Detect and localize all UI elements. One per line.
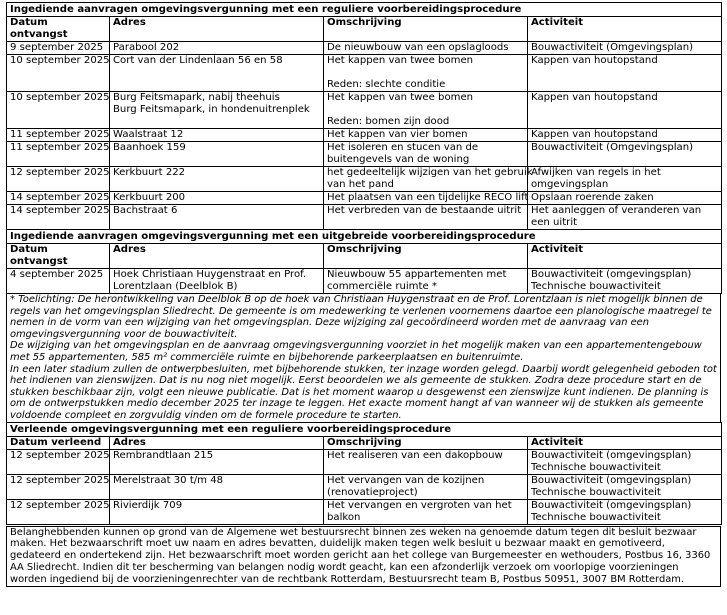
activity-cell xyxy=(528,42,722,55)
activity-cell xyxy=(528,167,722,192)
column-header-activity: Activiteit xyxy=(528,244,722,269)
table-granted-permits xyxy=(6,422,722,525)
date-cell-text: 14 september 2025 xyxy=(10,205,110,216)
section-title: Ingediende aanvragen omgevingsvergunning met een uitgebreide voorbereidingsprocedure xyxy=(7,230,722,244)
address-cell xyxy=(110,269,324,294)
date-cell xyxy=(7,192,110,205)
date-cell xyxy=(7,142,110,167)
address-cell xyxy=(110,129,324,142)
date-cell xyxy=(7,92,110,129)
address-cell xyxy=(110,55,324,92)
activity-cell-line: Technische bouwactiviteit xyxy=(531,461,661,473)
description-cell-line: Het realiseren van een dakopbouw xyxy=(327,449,503,461)
address-cell-line: Kerkbuurt 200 xyxy=(113,192,186,203)
description-cell xyxy=(324,499,528,524)
activity-cell-line: Kappen van houtopstand xyxy=(531,92,658,103)
note-paragraph: De wijziging van het omgevingsplan en de aanvraag omgevingsvergunning voorziet in het mogelijk maken van een appartementengebouw met 55 appartementen, 585 m² commerciële ruimte en bijbehorende parkeerplaatsen en buitenruimte. xyxy=(10,340,702,363)
description-cell xyxy=(324,205,528,230)
table-row xyxy=(7,142,722,167)
address-cell-line: Rivierdijk 709 xyxy=(113,499,183,511)
date-cell xyxy=(7,167,110,192)
table-row xyxy=(7,129,722,142)
date-cell xyxy=(7,269,110,294)
description-cell-line: Het isoleren en stucen van de xyxy=(327,142,479,153)
column-header-activity: Activiteit xyxy=(528,17,722,42)
date-cell xyxy=(7,449,110,474)
activity-cell-line: omgevingsplan xyxy=(531,179,609,190)
activity-cell xyxy=(528,499,722,524)
column-header-address: Adres xyxy=(110,17,324,42)
date-cell-text: 12 september 2025 xyxy=(10,474,110,486)
date-cell-text: 10 september 2025 xyxy=(10,55,110,66)
date-cell xyxy=(7,205,110,230)
date-cell xyxy=(7,499,110,524)
activity-cell-line: Bouwactiviteit (omgevingsplan) xyxy=(531,499,692,511)
activity-cell-line: Bouwactiviteit (omgevingsplan) xyxy=(531,449,692,461)
table-row xyxy=(7,92,722,129)
activity-cell xyxy=(528,129,722,142)
address-cell xyxy=(110,142,324,167)
description-cell-line: Het kappen van twee bomen xyxy=(327,55,474,66)
address-cell-line: Burg Feitsmapark, in hondenuitrenplek xyxy=(113,104,310,115)
activity-cell-line: Het aanleggen of veranderen van xyxy=(531,205,702,216)
description-cell-line xyxy=(327,67,524,79)
date-cell-text: 9 september 2025 xyxy=(10,42,104,53)
address-cell-line: Burg Feitsmapark, nabij theehuis xyxy=(113,92,280,103)
address-cell-line: Hoek Christiaan Huygenstraat en Prof. xyxy=(113,269,307,280)
description-cell-line: het gedeeltelijk wijzigen van het gebruik xyxy=(327,167,533,178)
description-cell-line: Het vervangen van de kozijnen xyxy=(327,474,485,486)
activity-cell-line: Technische bouwactiviteit xyxy=(531,281,661,292)
date-cell-text: 12 september 2025 xyxy=(10,449,110,461)
address-cell xyxy=(110,449,324,474)
date-cell-text: 14 september 2025 xyxy=(10,192,110,203)
description-cell xyxy=(324,449,528,474)
date-cell-text: 12 september 2025 xyxy=(10,499,110,511)
description-cell xyxy=(324,192,528,205)
table-extended-applications xyxy=(6,230,722,294)
description-cell xyxy=(324,167,533,192)
description-cell-line: van het pand xyxy=(327,179,394,190)
address-cell-line: Cort van der Lindenlaan 56 en 58 xyxy=(113,55,283,66)
description-cell-line: Reden: bomen zijn dood xyxy=(327,116,450,127)
table-row xyxy=(7,499,722,524)
description-cell xyxy=(324,142,528,167)
address-cell xyxy=(110,192,324,205)
description-cell-line: De nieuwbouw van een opslagloods xyxy=(327,42,509,53)
activity-cell xyxy=(528,92,722,129)
activity-cell xyxy=(528,142,722,167)
publication-page xyxy=(6,2,721,587)
address-cell xyxy=(110,474,324,499)
column-header-date: Datum verleend xyxy=(7,436,110,449)
address-cell-line: Kerkbuurt 222 xyxy=(113,167,186,178)
address-cell xyxy=(110,42,324,55)
objection-notice xyxy=(6,526,721,587)
activity-cell xyxy=(528,192,722,205)
address-cell-line: Rembrandtlaan 215 xyxy=(113,449,214,461)
activity-cell-line: Bouwactiviteit (Omgevingsplan) xyxy=(531,142,694,153)
description-cell xyxy=(324,269,528,294)
description-cell-line: Het plaatsen van een tijdelijke RECO lift xyxy=(327,192,529,203)
date-cell-text: 11 september 2025 xyxy=(10,129,110,140)
activity-cell-line: een uitrit xyxy=(531,217,578,228)
date-cell xyxy=(7,42,110,55)
activity-cell xyxy=(528,55,722,92)
column-header-description: Omschrijving xyxy=(324,17,528,42)
address-cell-line: Waalstraat 12 xyxy=(113,129,184,140)
description-cell-line xyxy=(327,104,524,116)
activity-cell-line: Kappen van houtopstand xyxy=(531,55,658,66)
note-paragraph: * Toelichting: De herontwikkeling van Deelblok B op de hoek van Christiaan Huygenstraat en de Prof. Lorentzlaan is niet mogelijk binnen de regels van het omgevingsplan Sliedrecht. De gemeente is om medewerking te verlenen voornemens daartoe een planologische maatregel te nemen in de vorm van een wijziging van het omgevingsplan. Deze wijziging zal gecoördineerd worden met de aanvraag van een omgevingsvergunning voor de bouwactiviteit. xyxy=(10,294,712,340)
description-cell xyxy=(324,129,528,142)
description-cell-line: Het kappen van vier bomen xyxy=(327,129,468,140)
description-cell-line: commerciële ruimte * xyxy=(327,281,437,292)
table-row xyxy=(7,192,722,205)
section-title: Ingediende aanvragen omgevingsvergunning met een reguliere voorbereidingsprocedure xyxy=(7,3,722,17)
table-row xyxy=(7,167,722,192)
activity-cell-line: Kappen van houtopstand xyxy=(531,129,658,140)
column-header-description: Omschrijving xyxy=(324,244,528,269)
column-header-description: Omschrijving xyxy=(324,436,528,449)
activity-cell xyxy=(528,205,722,230)
description-cell-line: buitengevels van de woning xyxy=(327,154,470,165)
activity-cell-line: Technische bouwactiviteit xyxy=(531,486,661,498)
table-row xyxy=(7,269,722,294)
address-cell xyxy=(110,92,324,129)
description-cell-line: Nieuwbouw 55 appartementen met xyxy=(327,269,507,280)
activity-cell-line: Bouwactiviteit (Omgevingsplan) xyxy=(531,42,694,53)
table-row xyxy=(7,55,722,92)
address-cell-line: Bachstraat 6 xyxy=(113,205,178,216)
column-header-date: Datum ontvangst xyxy=(7,244,110,269)
activity-cell-line: Opslaan roerende zaken xyxy=(531,192,654,203)
column-header-address: Adres xyxy=(110,436,324,449)
date-cell-text: 11 september 2025 xyxy=(10,142,110,153)
activity-cell-line: Technische bouwactiviteit xyxy=(531,511,661,523)
activity-cell-line: Afwijken van regels in het xyxy=(531,167,661,178)
description-cell xyxy=(324,474,528,499)
description-cell-line: (renovatieproject) xyxy=(327,486,418,498)
note-paragraph: In een later stadium zullen de ontwerpbesluiten, met bijbehorende stukken, ter inzage worden gelegd. Daarbij wordt gelegenheid geboden tot het indienen van zienswijzen. Dat is nu nog niet mogelijk. Eerst beoordelen we als gemeente de stukken. Zodra deze procedure start en de stukken beschikbaar zijn, volgt een nieuwe publicatie. Dat is het moment waarop u desgewenst een zienswijze kunt indienen. De planning is om de ontwerpstukken medio december 2025 ter inzage te leggen. Het exacte moment hangt af van wanneer wij de stukken als gemeente voldoende compleet en zorgvuldig vinden om de formele procedure te starten. xyxy=(10,363,717,421)
address-cell-line: Merelstraat 30 t/m 48 xyxy=(113,474,224,486)
column-header-address: Adres xyxy=(110,244,324,269)
address-cell-line: Parabool 202 xyxy=(113,42,180,53)
table-row xyxy=(7,205,722,230)
activity-cell xyxy=(528,474,722,499)
date-cell xyxy=(7,474,110,499)
section-title: Verleende omgevingsvergunning met een reguliere voorbereidingsprocedure xyxy=(7,422,722,436)
date-cell xyxy=(7,129,110,142)
date-cell-text: 4 september 2025 xyxy=(10,269,104,280)
description-cell xyxy=(324,42,528,55)
activity-cell-line: Bouwactiviteit (omgevingsplan) xyxy=(531,269,692,280)
description-cell-line: balkon xyxy=(327,511,361,523)
description-cell-line: Het vervangen en vergroten van het xyxy=(327,499,512,511)
description-cell-line: Reden: slechte conditie xyxy=(327,79,446,90)
activity-cell xyxy=(528,269,722,294)
date-cell-text: 10 september 2025 xyxy=(10,92,110,103)
table-row xyxy=(7,42,722,55)
activity-cell-line: Bouwactiviteit (omgevingsplan) xyxy=(531,474,692,486)
address-cell-line: Lorentzlaan (Deelblok B) xyxy=(113,281,238,292)
activity-cell xyxy=(528,449,722,474)
address-cell-line: Baanhoek 159 xyxy=(113,142,186,153)
description-cell xyxy=(324,92,528,129)
address-cell xyxy=(110,499,324,524)
column-header-activity: Activiteit xyxy=(528,436,722,449)
table-regular-applications xyxy=(6,2,722,230)
description-cell-line: Het kappen van twee bomen xyxy=(327,92,474,103)
table-row xyxy=(7,449,722,474)
objection-text: Belanghebbenden kunnen op grond van de Algemene wet bestuursrecht binnen zes weken na genoemde datum tegen dit besluit bezwaar maken. Het bezwaarschrift moet uw naam en adres bevatten, duidelijk maken tegen welk besluit u bezwaar maakt en gemotiveerd, gedateerd en ondertekend zijn. Het bezwaarschrift moet worden gericht aan het college van Burgemeester en wethouders, Postbus 16, 3360 AA Sliedrecht. Indien dit ter bescherming van belangen nodig wordt geacht, kan een afzonderlijk verzoek om voorlopige voorzieningen worden ingediend bij de voorzieningenrechter van de rechtbank Rotterdam, Bestuursrecht team B, Postbus 50951, 3007 BM Rotterdam. xyxy=(10,526,711,585)
description-cell xyxy=(324,55,528,92)
explanatory-note xyxy=(6,294,721,422)
date-cell xyxy=(7,55,110,92)
description-cell-line: Het verbreden van de bestaande uitrit xyxy=(327,205,522,216)
address-cell xyxy=(110,205,324,230)
column-header-date: Datum ontvangst xyxy=(7,17,110,42)
table-row xyxy=(7,474,722,499)
date-cell-text: 12 september 2025 xyxy=(10,167,110,178)
address-cell xyxy=(110,167,324,192)
